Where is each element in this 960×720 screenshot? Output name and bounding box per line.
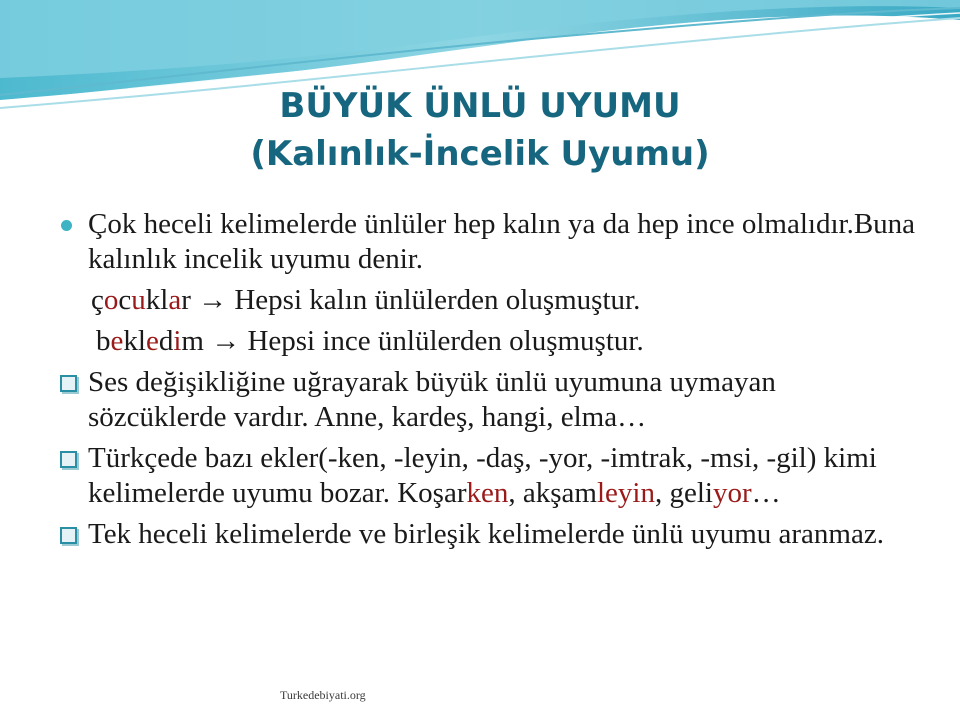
bullet-1-text: Çok heceli kelimelerde ünlüler hep kalın ya da hep ince olmalıdır.Buna kalınlık incelik uyumu denir.	[88, 208, 916, 275]
example-text: kl	[145, 284, 169, 316]
bullet-item-3	[58, 441, 918, 511]
bullet-item-2	[58, 365, 918, 435]
example-text: b	[96, 325, 111, 357]
example-text: c	[118, 284, 132, 316]
square-bullet-icon	[60, 527, 77, 544]
footer-source: Turkedebiyati.org	[280, 688, 366, 702]
example-text: d	[158, 325, 174, 357]
title-line-2: (Kalınlık-İncelik Uyumu)	[250, 134, 710, 174]
slide-body	[58, 207, 918, 552]
highlighted-suffix: ken	[466, 477, 509, 509]
example-cocuklar	[58, 283, 918, 318]
square-bullet-icon	[60, 375, 77, 392]
bullet-3-text: …	[751, 477, 781, 509]
bullet-3-text: , akşam	[508, 477, 597, 509]
highlighted-vowel: i	[173, 325, 182, 357]
example-text: kl	[123, 325, 146, 357]
highlighted-vowel: a	[168, 284, 182, 316]
highlighted-suffix: yor	[712, 477, 752, 509]
highlighted-vowel: o	[103, 284, 119, 316]
example-bekledim	[58, 324, 918, 359]
example-text: r	[181, 284, 191, 316]
example-text: m	[181, 325, 204, 357]
slide-title	[0, 82, 960, 178]
square-bullet-icon	[60, 451, 77, 468]
highlighted-vowel: e	[110, 325, 124, 357]
bullet-4-text: Tek heceli kelimelerde ve birleşik kelimelerde ünlü uyumu aranmaz.	[88, 518, 884, 550]
highlighted-vowel: u	[131, 284, 146, 316]
title-line-1: BÜYÜK ÜNLÜ UYUMU	[279, 86, 681, 126]
highlighted-vowel: e	[145, 325, 159, 357]
example-explanation: → Hepsi kalın ünlülerden oluşmuştur.	[190, 284, 641, 316]
bullet-3-text: Türkçede bazı ekler(-ken, -leyin, -daş, -yor, -imtrak, -msi, -gil) kimi kelimelerde uyumu bozar. Koşar	[88, 442, 877, 509]
bullet-item-4	[58, 517, 918, 552]
example-explanation: → Hepsi ince ünlülerden oluşmuştur.	[203, 325, 644, 357]
bullet-2-text: Ses değişikliğine uğrayarak büyük ünlü uyumuna uymayan sözcüklerde vardır. Anne, kardeş, hangi, elma…	[88, 366, 776, 433]
highlighted-suffix: leyin	[596, 477, 655, 509]
example-text: ç	[91, 284, 104, 316]
bullet-3-text: , geli	[654, 477, 713, 509]
bullet-item-1	[58, 207, 918, 277]
